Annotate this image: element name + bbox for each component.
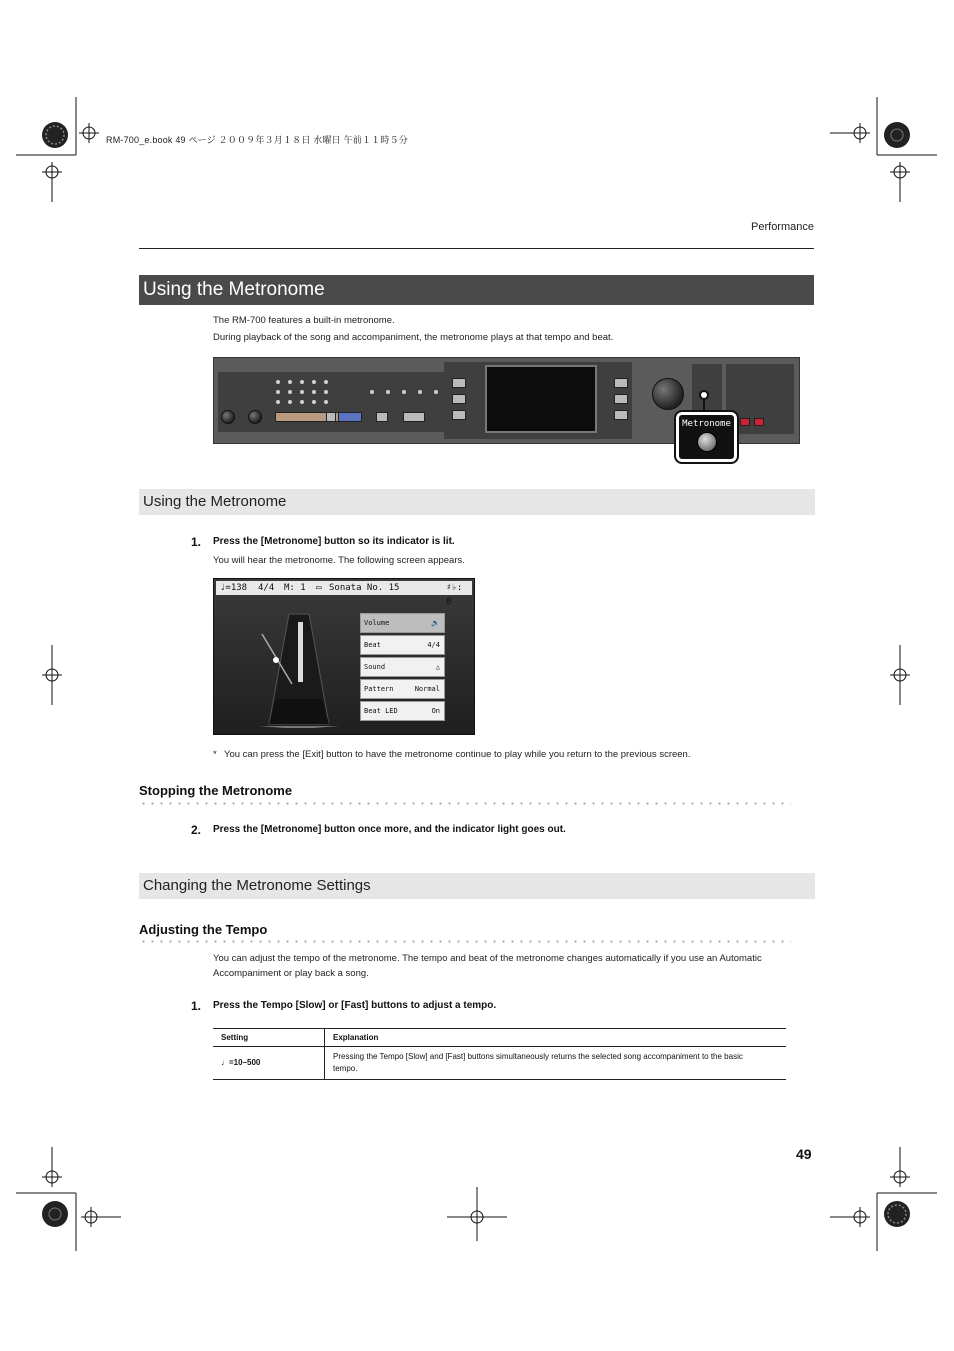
metronome-button-icon (697, 432, 717, 452)
panel-button (452, 394, 466, 404)
step-instruction: Press the [Metronome] button so its indicator is lit. (213, 536, 455, 547)
screen-key: ♯♭: 0 (446, 583, 463, 607)
header-rule (139, 248, 814, 249)
pattern-button-value: Normal (414, 685, 440, 693)
section-title-changing: Changing the Metronome Settings (139, 873, 815, 899)
screen-tempo: ♩=138 (220, 583, 248, 593)
balance-knob-icon (248, 410, 262, 424)
panel-button-blue (338, 412, 362, 422)
beat-button-label: Beat (364, 641, 381, 649)
step-number: 1. (191, 535, 202, 549)
panel-button (326, 412, 336, 422)
beat-led-button-label: Beat LED (364, 707, 398, 715)
table-header-explanation: Explanation (325, 1029, 787, 1047)
crop-header-text: RM-700_e.book 49 ページ ２００９年３月１８日 水曜日 午前１１時５分 (106, 135, 408, 145)
table-cell-explanation (325, 1047, 787, 1080)
sound-button[interactable] (360, 657, 445, 677)
metronome-screen (213, 578, 475, 735)
intro-line-2: During playback of the song and accompaniment, the metronome plays at that tempo and beat. (213, 332, 614, 343)
book-icon: ▭ (316, 583, 322, 593)
panel-button (452, 410, 466, 420)
step-number: 1. (191, 999, 202, 1013)
pattern-button-label: Pattern (364, 685, 394, 693)
value-dial-icon (652, 378, 684, 410)
callout-label: Metronome (682, 419, 731, 429)
tempo-body-line-2: Accompaniment or play back a song. (213, 968, 369, 979)
table-row (213, 1047, 786, 1080)
panel-lcd-screen (485, 365, 597, 433)
panel-button (452, 378, 466, 388)
subsection-title-tempo: Adjusting the Tempo (139, 922, 268, 937)
running-header: Performance (751, 221, 814, 233)
panel-button (614, 394, 628, 404)
subsection-title-stopping: Stopping the Metronome (139, 783, 293, 798)
step-instruction: Press the [Metronome] button once more, and the indicator light goes out. (213, 824, 566, 835)
panel-button (614, 378, 628, 388)
page-number: 49 (796, 1146, 812, 1162)
screen-beat: 4/4 (258, 583, 275, 593)
rec-button (740, 418, 750, 426)
speaker-icon: 🔊 (431, 619, 440, 627)
section-title-using: Using the Metronome (139, 489, 815, 515)
beat-button[interactable] (360, 635, 445, 655)
panel-button (376, 412, 388, 422)
screen-status-bar (216, 581, 472, 607)
step-note: You will hear the metronome. The following screen appears. (213, 555, 465, 566)
explanation-line-1: Pressing the Tempo [Slow] and [Fast] buttons simultaneously returns the selected song accompaniment to the basic (333, 1052, 743, 1061)
table-cell-setting: ♩=10–500 (213, 1047, 325, 1080)
page-title: Using the Metronome (139, 275, 814, 305)
beat-led-button[interactable] (360, 701, 445, 721)
dotted-rule (139, 940, 791, 943)
volume-button-label: Volume (364, 619, 390, 627)
rec-button (754, 418, 764, 426)
metronome-small-icon: △ (435, 663, 440, 671)
volume-button[interactable] (360, 613, 445, 633)
intro-line-1: The RM-700 features a built-in metronome. (213, 315, 395, 326)
panel-button (403, 412, 425, 422)
settings-table (213, 1028, 786, 1080)
table-header-row (213, 1029, 786, 1047)
beat-led-button-value: On (431, 707, 440, 715)
dotted-rule (139, 802, 791, 805)
sound-button-label: Sound (364, 663, 386, 671)
tempo-body-line-1: You can adjust the tempo of the metronome. The tempo and beat of the metronome changes automatically if you use an Automatic (213, 953, 762, 964)
metronome-callout (676, 412, 737, 462)
step-number: 2. (191, 823, 202, 837)
pattern-button[interactable] (360, 679, 445, 699)
explanation-line-2: tempo. (333, 1064, 358, 1073)
table-header-setting: Setting (213, 1029, 325, 1047)
beat-button-value: 4/4 (427, 641, 440, 649)
panel-button (614, 410, 628, 420)
note-mark: * (213, 749, 217, 760)
screen-measure: M: 1 (284, 583, 306, 593)
volume-knob-icon (221, 410, 235, 424)
step-instruction: Press the Tempo [Slow] or [Fast] buttons to adjust a tempo. (213, 1000, 497, 1011)
metronome-icon (254, 604, 344, 729)
exit-note: You can press the [Exit] button to have the metronome continue to play while you return to the previous screen. (224, 749, 691, 760)
screen-song: Sonata No. 15 (329, 583, 400, 593)
